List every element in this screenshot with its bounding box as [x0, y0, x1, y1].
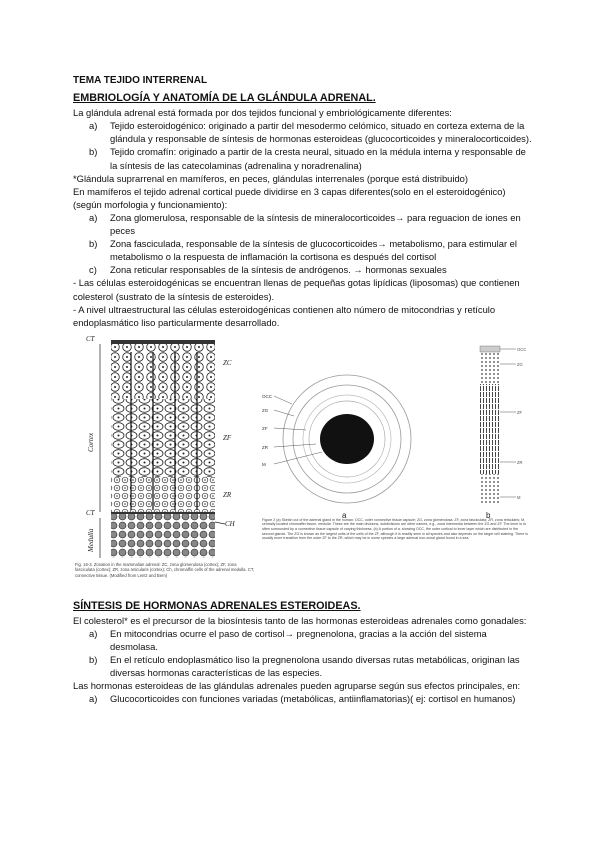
side-label-zf: ZF	[517, 409, 523, 415]
paragraph-colesterol: El colesterol* es el precursor de la biosíntesis tanto de las hormonas esteroideas adrenales como gonadales:	[73, 614, 527, 626]
list-item	[73, 145, 533, 171]
label-m: M	[262, 461, 266, 467]
list-item	[73, 263, 533, 276]
list-text: En el retículo endoplasmático liso la pregnenolona usando diversas rutas metabólicas, originan las diversas hormonas características de las especies.	[110, 654, 520, 679]
list-text: Glucocorticoides con funciones variadas (metabólicas, antiinflamatorias)( ej: cortisol en humanos)	[110, 693, 516, 705]
ch-pointer	[215, 522, 225, 524]
capsule-top	[111, 340, 215, 344]
paragraph-note: *Glándula suprarrenal en mamíferos, en peces, glándulas interrenales (porque está distribuido)	[73, 172, 469, 184]
list-item	[73, 627, 533, 653]
side-label-zr: ZR	[517, 459, 523, 465]
side-label-zg: ZG	[517, 361, 523, 367]
side-label-m: M	[517, 494, 521, 500]
paragraph-grouping: Las hormonas esteroideas de las glándulas adrenales pueden agruparse según sus efectos principales, en:	[73, 680, 521, 692]
figure-left-caption: Fig. 16-3. Zonation in the mammalian adrenal: ZC, zona glomerulosa (cortex); ZF, zona fasciculata (cortex); ZR, zona reticularis (cortex); Ch, chromaffin cells of the adrenal medulla. CT, connective tissue. (Modified from Lentz and Bern)	[75, 561, 255, 578]
list-text: Tejido esteroidogénico: originado a partir del mesodermo celómico, situado en corteza externa de la glándula y responsable de síntesis de hormonas esteroideas (glucocorticoides y mineralocorticoides).	[110, 120, 532, 145]
list-marker: b)	[89, 238, 98, 250]
list-text: Zona fasciculada, responsable de la síntesis de glucocorticoides→ metabolismo, para estimular el metabolismo o la respuesta de inflamación la cortisona es después del cortisol	[110, 238, 517, 263]
label-zr-a: ZR	[262, 444, 268, 450]
label-zg: ZG	[262, 407, 269, 413]
panel-b-label: b	[486, 510, 491, 520]
zona-fasciculata	[111, 399, 215, 477]
paragraph-intro: La glándula adrenal está formada por dos tejidos funcional y embriológicamente diferentes:	[73, 107, 452, 119]
zona-reticularis	[111, 477, 215, 512]
panel-a-label: a	[342, 510, 347, 520]
label-zf: ZF	[223, 433, 232, 442]
section-heading-embriologia: EMBRIOLOGÍA Y ANATOMÍA DE LA GLÁNDULA ADRENAL.	[73, 92, 376, 105]
document-page	[73, 74, 533, 706]
label-medulla: Medulla	[87, 528, 95, 552]
medulla-core	[320, 414, 374, 464]
list-item	[73, 119, 533, 145]
capsule-bottom	[111, 512, 215, 514]
adrenal-section-drawing	[260, 332, 532, 544]
paragraph-cortex-intro: En mamíferos el tejido adrenal cortical puede dividirse en 3 capas diferentes(solo en el esteroidogénico) (según morfologia y funcionamiento):	[73, 185, 506, 210]
panel-b-strip	[480, 346, 500, 504]
list-text: En mitocondrias ocurre el paso de cortisol→ pregnenolona, gracias a la acción del sistema desmolasa.	[110, 627, 487, 653]
list-item	[73, 653, 533, 679]
document-title: TEMA TEJIDO INTERRENAL	[73, 75, 208, 86]
list-marker: a)	[89, 120, 98, 132]
list-marker: b)	[89, 654, 98, 666]
label-zr: ZR	[223, 490, 232, 499]
list-item	[73, 211, 533, 237]
hormone-group-list	[73, 692, 533, 705]
figure-adrenal-zonation	[73, 332, 256, 594]
list-item	[73, 237, 533, 263]
label-occ: OCC	[262, 393, 272, 399]
tissue-list	[73, 119, 533, 171]
label-ct-top: CT	[86, 334, 95, 343]
list-text: Zona reticular responsables de la síntesis de andrógenos. → hormonas sexuales	[110, 264, 447, 276]
panel-b-pointers	[500, 349, 516, 497]
zona-glomerulosa	[111, 344, 215, 399]
list-marker: a)	[89, 627, 98, 639]
list-marker: b)	[89, 146, 98, 158]
adrenal-zonation-drawing	[73, 332, 256, 560]
medulla-tissue	[111, 514, 215, 558]
label-ct-bottom: CT	[86, 508, 95, 517]
label-zf-a: ZF	[262, 425, 268, 431]
panel-a-rings	[283, 375, 411, 503]
panel-a-pointers	[274, 396, 322, 464]
figure-right-caption: Figure 2 (a) Sketch cut of the adrenal gland in the human: OCC, outer connective tissue capsule; ZG, zona glomerulosa; ZF, zona fasciculata; ZR, zona reticularis; M, centrally located chromaffin tissue, medulla. These are the main divisions, subdivisions are other named, e.g., zona intermedia between the ZG and ZF. The inner is to often surrounded by a connective tissue capsule of varying thickness. (b) A portion of a, showing OCC, the outer cortical to inner layer which are distributed in the second glands. The ZG is known as the largest units of the cells of the ZF, although it is readily seen in all species and also depends on the target cell staining. There is usually more transition from the outer ZF to the ZR, which may be in some species a large adrenal non-zonal gland found in a sea.	[262, 517, 528, 541]
label-ch: CH	[225, 519, 235, 528]
list-text: Zona glomerulosa, responsable de la síntesis de mineralocorticoides→ para reguacion de iones en peces	[110, 211, 521, 237]
list-marker: c)	[89, 264, 97, 276]
paragraph-bullet-ultrastructure: - A nivel ultraestructural las células esteroidogénicas contienen alto número de mitocondrias y retículo endoplasmático liso particularmente desarrollado.	[73, 303, 496, 328]
synthesis-list	[73, 627, 533, 679]
list-marker: a)	[89, 211, 98, 223]
section-heading-sintesis: SÍNTESIS DE HORMONAS ADRENALES ESTEROIDEAS.	[73, 599, 361, 612]
list-text: Tejido cromafín: originado a partir de la cresta neural, situado en la médula interna y responsable de la síntesis de las catecolaminas (adrenalina y noradrenalina)	[110, 146, 526, 171]
side-label-occ: OCC	[517, 346, 527, 352]
label-zc: ZC	[223, 358, 232, 367]
figure-adrenal-sections	[260, 332, 532, 594]
list-marker: a)	[89, 693, 98, 705]
list-item	[73, 692, 533, 705]
paragraph-bullet-lipid: - Las células esteroidogénicas se encuentran llenas de pequeñas gotas lipídicas (liposomas) que contienen colesterol (sustrato de la síntesis de esteroides).	[73, 277, 520, 302]
label-cortex: Cortex	[87, 432, 95, 452]
zone-list	[73, 211, 533, 276]
figures-row	[73, 332, 533, 594]
